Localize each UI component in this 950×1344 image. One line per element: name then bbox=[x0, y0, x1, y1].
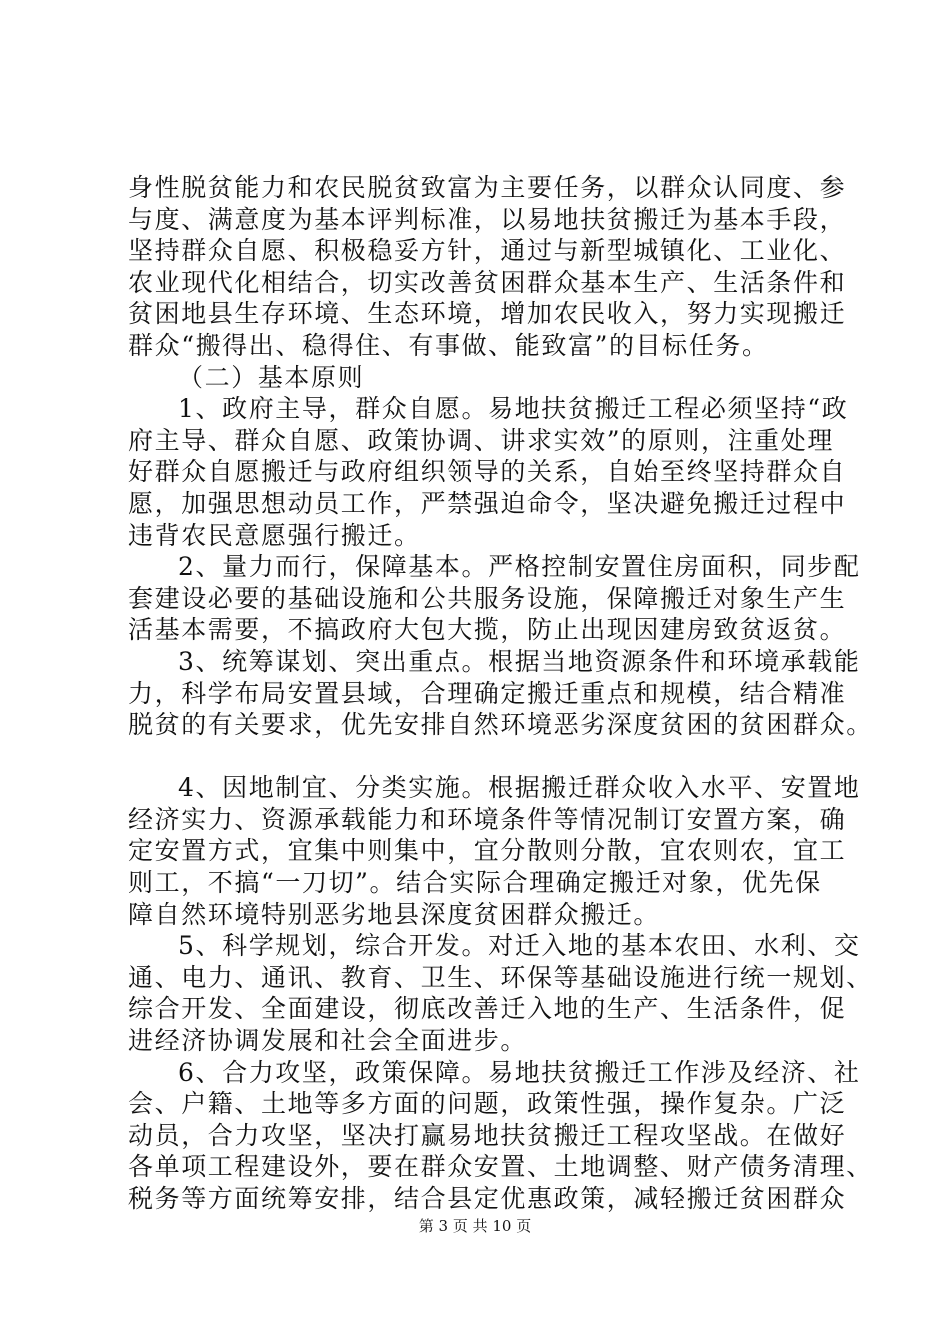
body-line: 愿，加强思想动员工作，严禁强迫命令，坚决避免搬迁过程中 bbox=[128, 488, 847, 518]
body-line: 贫困地县生存环境、生态环境，增加农民收入，努力实现搬迁 bbox=[128, 299, 847, 329]
body-line: 税务等方面统筹安排，结合县定优惠政策，减轻搬迁贫困群众 bbox=[128, 1184, 847, 1213]
body-line: 农业现代化相结合，切实改善贫困群众基本生产、生活条件和 bbox=[128, 267, 847, 297]
body-line: 进经济协调发展和社会全面进步。 bbox=[128, 1026, 528, 1056]
body-line: 好群众自愿搬迁与政府组织领导的关系，自始至终坚持群众自 bbox=[128, 457, 847, 487]
body-line: 经济实力、资源承载能力和环境条件等情况制订安置方案，确 bbox=[128, 804, 847, 834]
paragraph-start-line: 6、合力攻坚，政策保障。易地扶贫搬迁工作涉及经济、社 bbox=[178, 1057, 861, 1087]
body-line: 套建设必要的基础设施和公共服务设施，保障搬迁对象生产生 bbox=[128, 583, 847, 613]
body-line: 府主导、群众自愿、政策协调、讲求实效”的原则，注重处理 bbox=[128, 425, 834, 455]
body-line: 坚持群众自愿、积极稳妥方针，通过与新型城镇化、工业化、 bbox=[128, 236, 847, 266]
body-line: 定安置方式，宜集中则集中，宜分散则分散，宜农则农，宜工 bbox=[128, 836, 847, 866]
body-line: 活基本需要，不搞政府大包大揽，防止出现因建房致贫返贫。 bbox=[128, 615, 847, 645]
document-body bbox=[128, 172, 873, 1215]
paragraph-start-line: 3、统筹谋划、突出重点。根据当地资源条件和环境承载能 bbox=[178, 646, 861, 676]
body-line: 违背农民意愿强行搬迁。 bbox=[128, 520, 421, 550]
body-line: 与度、满意度为基本评判标准，以易地扶贫搬迁为基本手段， bbox=[128, 204, 847, 234]
paragraph-start-line: 4、因地制宜、分类实施。根据搬迁群众收入水平、安置地 bbox=[178, 773, 861, 803]
paragraph-start-line: 5、科学规划，综合开发。对迁入地的基本农田、水利、交 bbox=[178, 931, 861, 961]
page-footer: 第 3 页 共 10 页 bbox=[418, 1217, 532, 1235]
body-line: 身性脱贫能力和农民脱贫致富为主要任务，以群众认同度、参 bbox=[128, 173, 847, 202]
paragraph-start-line: 2、量力而行，保障基本。严格控制安置住房面积，同步配 bbox=[178, 552, 861, 582]
blank-line bbox=[128, 741, 838, 773]
paragraph-start-line: 1、政府主导，群众自愿。易地扶贫搬迁工程必须坚持“政 bbox=[178, 394, 849, 424]
section-heading: （二）基本原则 bbox=[178, 362, 365, 392]
body-line: 动员，合力攻坚，坚决打赢易地扶贫搬迁工程攻坚战。在做好 bbox=[128, 1120, 847, 1150]
body-line: 通、电力、通讯、教育、卫生、环保等基础设施进行统一规划、 bbox=[128, 962, 873, 992]
body-line: 力，科学布局安置县域，合理确定搬迁重点和规模，结合精准 bbox=[128, 678, 847, 708]
body-line: 群众“搬得出、稳得住、有事做、能致富”的目标任务。 bbox=[128, 330, 769, 360]
body-line: 则工，不搞“一刀切”。结合实际合理确定搬迁对象，优先保 bbox=[128, 868, 822, 898]
body-line: 综合开发、全面建设，彻底改善迁入地的生产、生活条件，促 bbox=[128, 994, 847, 1024]
body-line: 障自然环境特别恶劣地县深度贫困群众搬迁。 bbox=[128, 899, 661, 929]
body-line: 各单项工程建设外，要在群众安置、土地调整、财产债务清理、 bbox=[128, 1152, 873, 1182]
body-line: 脱贫的有关要求，优先安排自然环境恶劣深度贫困的贫困群众。 bbox=[128, 710, 873, 740]
body-line: 会、户籍、土地等多方面的问题，政策性强，操作复杂。广泛 bbox=[128, 1089, 847, 1119]
